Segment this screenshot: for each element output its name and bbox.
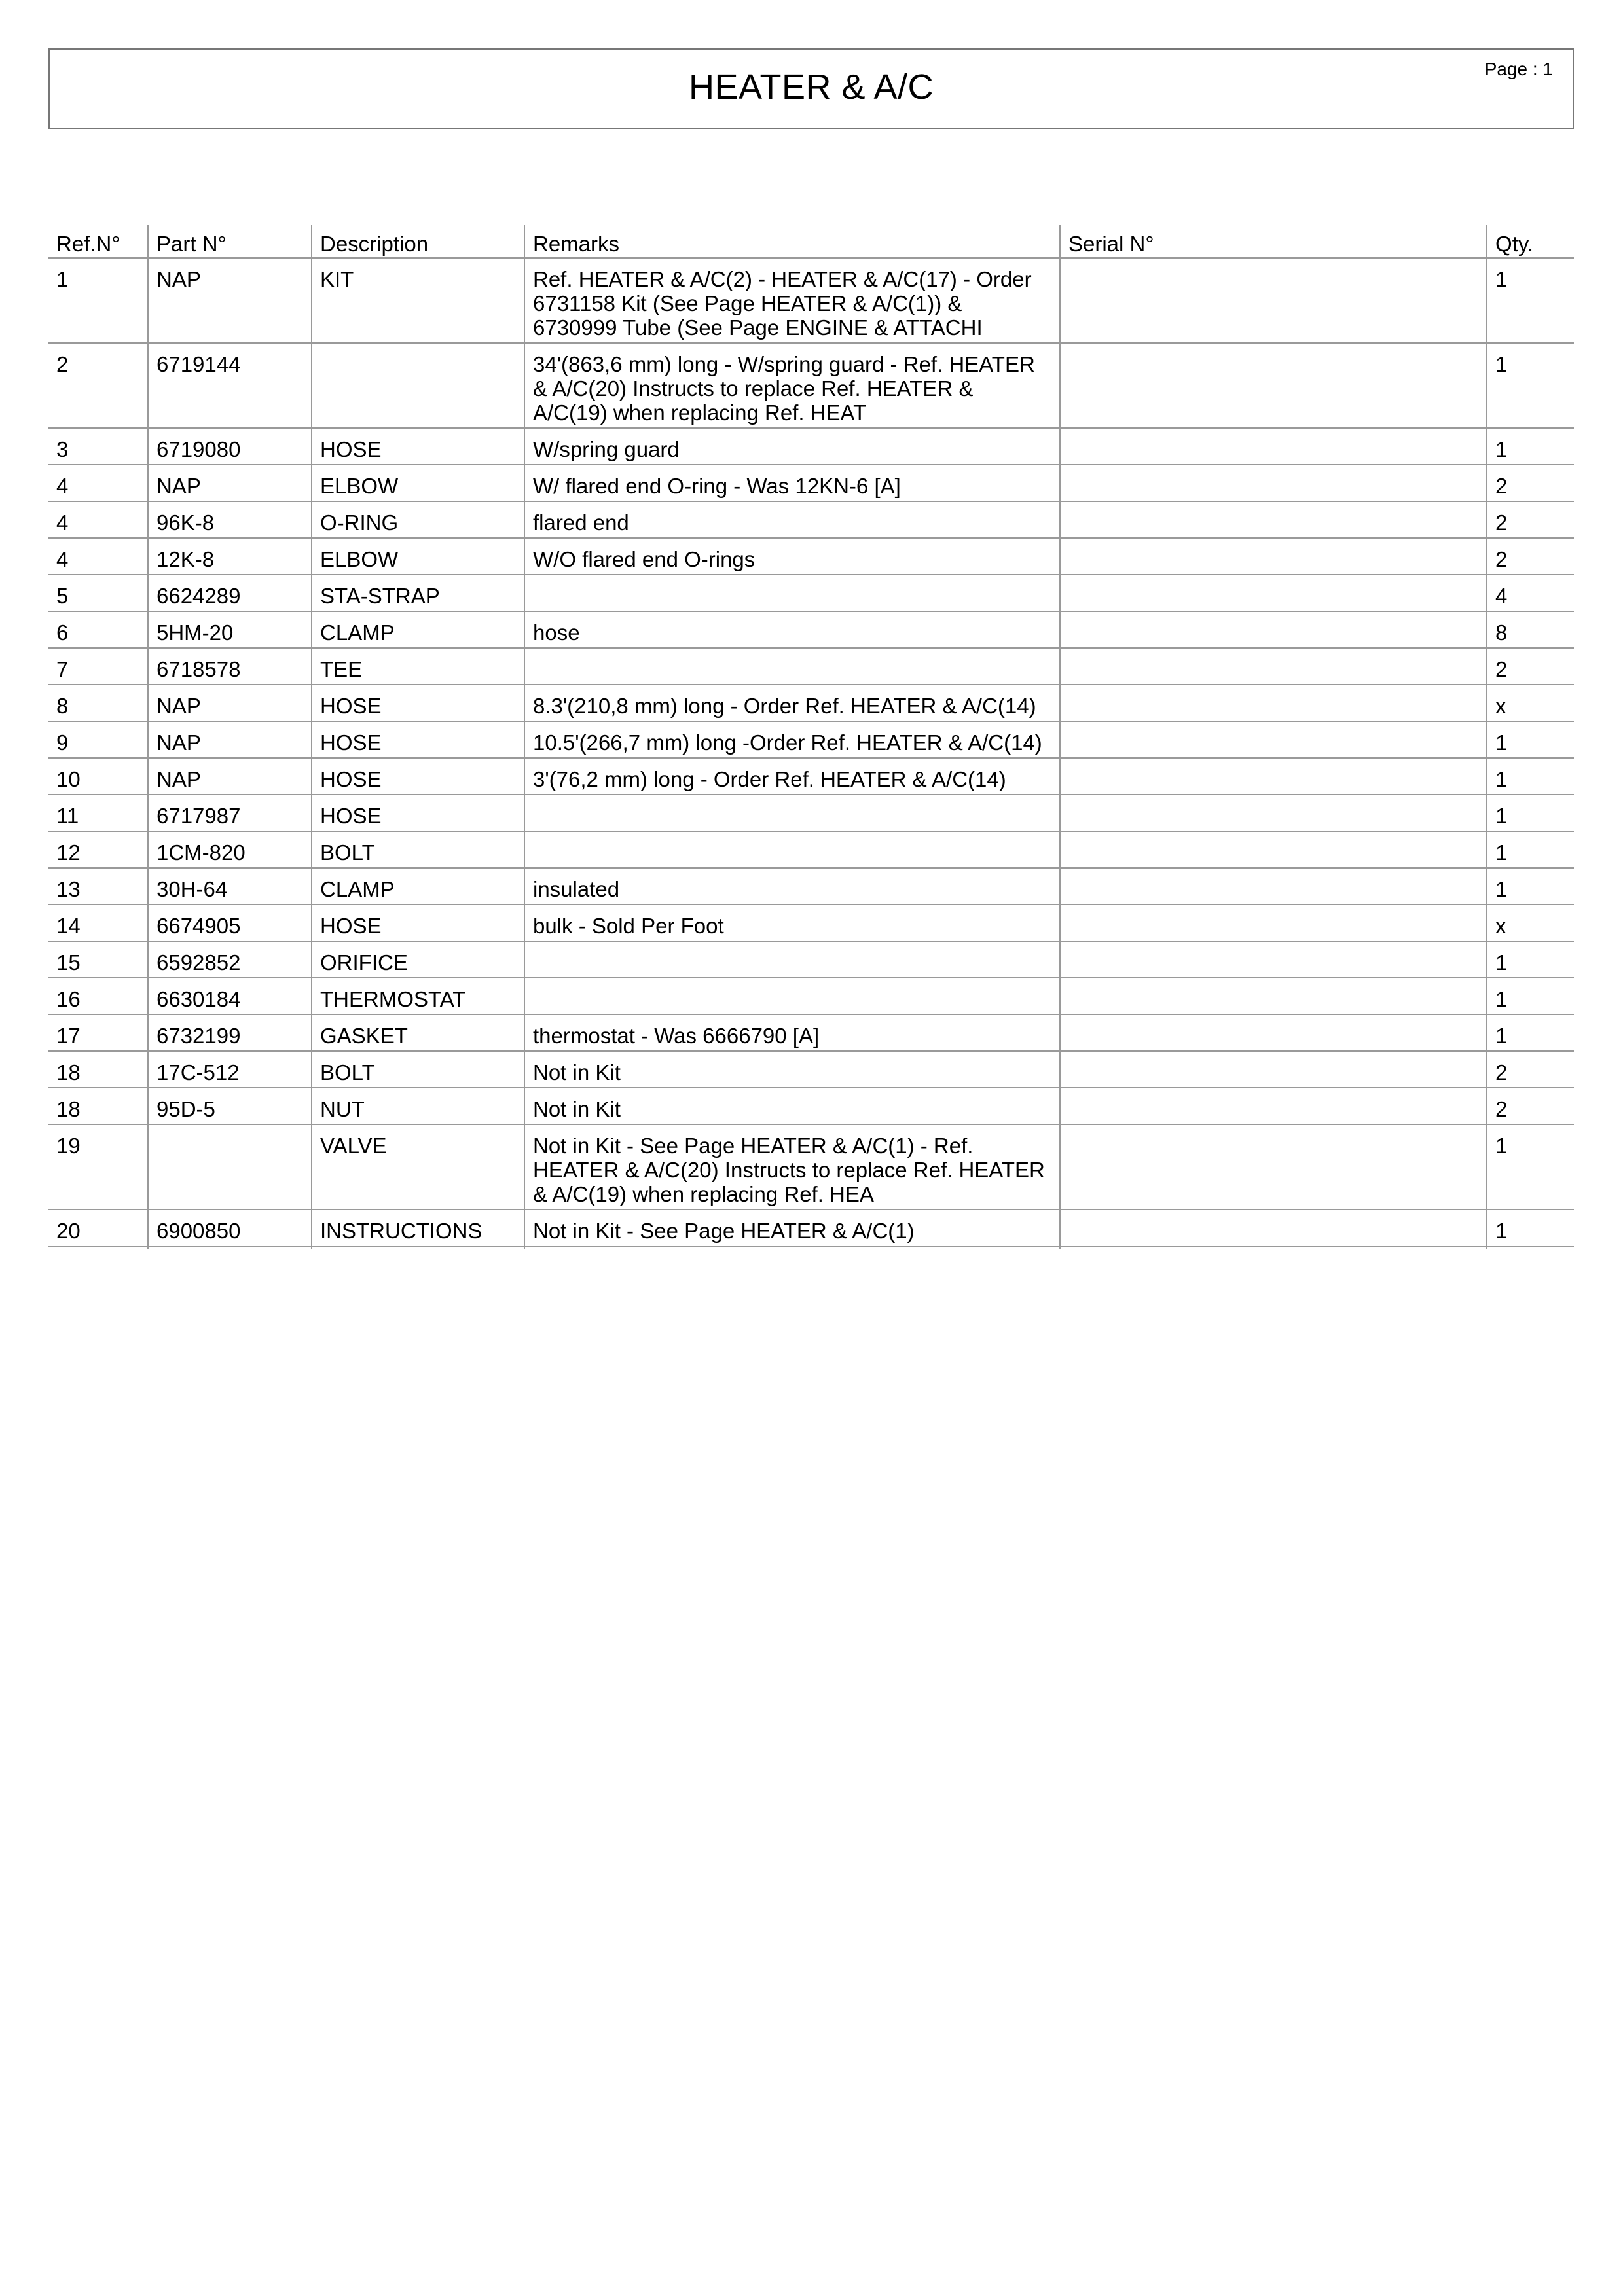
- part-number-cell: [148, 1124, 312, 1210]
- column-header-serial: Serial N°: [1060, 225, 1487, 258]
- description-cell: KIT: [312, 258, 524, 343]
- table-row: [48, 685, 1574, 721]
- column-header-description: Description: [312, 225, 524, 258]
- remarks-cell: W/ flared end O-ring - Was 12KN-6 [A]: [524, 465, 1060, 501]
- table-row: [48, 1210, 1574, 1246]
- remarks-cell: [524, 575, 1060, 611]
- description-cell: HOSE: [312, 795, 524, 831]
- qty-cell: 1: [1487, 258, 1574, 343]
- remarks-cell: 34'(863,6 mm) long - W/spring guard - Ref. HEATER & A/C(20) Instructs to replace Ref. HEATER & A/C(19) when replacing Ref. HEAT: [524, 343, 1060, 428]
- remarks-cell: thermostat - Was 6666790 [A]: [524, 1014, 1060, 1051]
- description-cell: HOSE: [312, 428, 524, 465]
- table-row: [48, 868, 1574, 905]
- ref-cell: 20: [48, 1210, 148, 1246]
- serial-cell: [1060, 905, 1487, 941]
- description-cell: CLAMP: [312, 611, 524, 648]
- qty-cell: x: [1487, 685, 1574, 721]
- qty-cell: 1: [1487, 721, 1574, 758]
- remarks-cell: W/O flared end O-rings: [524, 538, 1060, 575]
- qty-cell: 4: [1487, 575, 1574, 611]
- qty-cell: 1: [1487, 1014, 1574, 1051]
- description-cell: BOLT: [312, 1051, 524, 1088]
- ref-cell: 14: [48, 905, 148, 941]
- ref-cell: 4: [48, 465, 148, 501]
- table-row: [48, 758, 1574, 795]
- description-cell: [312, 343, 524, 428]
- spacer-cell: [148, 1246, 312, 1249]
- serial-cell: [1060, 538, 1487, 575]
- table-row: [48, 978, 1574, 1014]
- part-number-cell: NAP: [148, 758, 312, 795]
- part-number-cell: 6674905: [148, 905, 312, 941]
- remarks-cell: 3'(76,2 mm) long - Order Ref. HEATER & A/C(14): [524, 758, 1060, 795]
- qty-cell: 8: [1487, 611, 1574, 648]
- part-number-cell: 5HM-20: [148, 611, 312, 648]
- qty-cell: 1: [1487, 941, 1574, 978]
- table-row: [48, 1051, 1574, 1088]
- part-number-cell: 6719144: [148, 343, 312, 428]
- part-number-cell: 6717987: [148, 795, 312, 831]
- page-title: HEATER & A/C: [688, 67, 934, 107]
- qty-cell: 2: [1487, 1088, 1574, 1124]
- description-cell: HOSE: [312, 721, 524, 758]
- qty-cell: 1: [1487, 868, 1574, 905]
- table-row: [48, 258, 1574, 343]
- part-number-cell: 95D-5: [148, 1088, 312, 1124]
- ref-cell: 19: [48, 1124, 148, 1210]
- part-number-cell: 17C-512: [148, 1051, 312, 1088]
- table-header-row: [48, 225, 1574, 258]
- qty-cell: 1: [1487, 978, 1574, 1014]
- part-number-cell: 6732199: [148, 1014, 312, 1051]
- part-number-cell: 6719080: [148, 428, 312, 465]
- qty-cell: 2: [1487, 538, 1574, 575]
- ref-cell: 4: [48, 501, 148, 538]
- ref-cell: 3: [48, 428, 148, 465]
- page-header: [48, 48, 1574, 129]
- ref-cell: 11: [48, 795, 148, 831]
- remarks-cell: Ref. HEATER & A/C(2) - HEATER & A/C(17) - Order 6731158 Kit (See Page HEATER & A/C(1)) & 6730999 Tube (See Page ENGINE & ATTACHI: [524, 258, 1060, 343]
- column-header-remarks: Remarks: [524, 225, 1060, 258]
- remarks-cell: insulated: [524, 868, 1060, 905]
- spacer-cell: [312, 1246, 524, 1249]
- serial-cell: [1060, 465, 1487, 501]
- qty-cell: 2: [1487, 1051, 1574, 1088]
- description-cell: CLAMP: [312, 868, 524, 905]
- remarks-cell: Not in Kit - See Page HEATER & A/C(1): [524, 1210, 1060, 1246]
- part-number-cell: 12K-8: [148, 538, 312, 575]
- ref-cell: 5: [48, 575, 148, 611]
- serial-cell: [1060, 343, 1487, 428]
- table-row: [48, 575, 1574, 611]
- remarks-cell: Not in Kit - See Page HEATER & A/C(1) - Ref. HEATER & A/C(20) Instructs to replace Ref. HEATER & A/C(19) when replacing Ref. HEA: [524, 1124, 1060, 1210]
- table-row: [48, 343, 1574, 428]
- ref-cell: 8: [48, 685, 148, 721]
- description-cell: GASKET: [312, 1014, 524, 1051]
- part-number-cell: 6592852: [148, 941, 312, 978]
- ref-cell: 17: [48, 1014, 148, 1051]
- qty-cell: 1: [1487, 758, 1574, 795]
- description-cell: THERMOSTAT: [312, 978, 524, 1014]
- qty-cell: x: [1487, 905, 1574, 941]
- remarks-cell: W/spring guard: [524, 428, 1060, 465]
- spacer-cell: [48, 1246, 148, 1249]
- serial-cell: [1060, 258, 1487, 343]
- table-row: [48, 501, 1574, 538]
- qty-cell: 1: [1487, 795, 1574, 831]
- serial-cell: [1060, 501, 1487, 538]
- table-row: [48, 721, 1574, 758]
- table-row: [48, 465, 1574, 501]
- remarks-cell: Not in Kit: [524, 1088, 1060, 1124]
- description-cell: HOSE: [312, 685, 524, 721]
- serial-cell: [1060, 721, 1487, 758]
- table-row: [48, 648, 1574, 685]
- table-row: [48, 905, 1574, 941]
- remarks-cell: bulk - Sold Per Foot: [524, 905, 1060, 941]
- table-row: [48, 1088, 1574, 1124]
- remarks-cell: 10.5'(266,7 mm) long -Order Ref. HEATER & A/C(14): [524, 721, 1060, 758]
- spacer-cell: [1487, 1246, 1574, 1249]
- column-header-ref: Ref.N°: [48, 225, 148, 258]
- serial-cell: [1060, 1210, 1487, 1246]
- part-number-cell: NAP: [148, 685, 312, 721]
- description-cell: ELBOW: [312, 538, 524, 575]
- remarks-cell: 8.3'(210,8 mm) long - Order Ref. HEATER & A/C(14): [524, 685, 1060, 721]
- description-cell: STA-STRAP: [312, 575, 524, 611]
- ref-cell: 10: [48, 758, 148, 795]
- description-cell: BOLT: [312, 831, 524, 868]
- description-cell: ORIFICE: [312, 941, 524, 978]
- serial-cell: [1060, 1088, 1487, 1124]
- ref-cell: 2: [48, 343, 148, 428]
- table-row: [48, 941, 1574, 978]
- serial-cell: [1060, 1124, 1487, 1210]
- part-number-cell: 6718578: [148, 648, 312, 685]
- serial-cell: [1060, 831, 1487, 868]
- table-row: [48, 1124, 1574, 1210]
- part-number-cell: 96K-8: [148, 501, 312, 538]
- table-row: [48, 1014, 1574, 1051]
- serial-cell: [1060, 758, 1487, 795]
- remarks-cell: [524, 831, 1060, 868]
- part-number-cell: 6624289: [148, 575, 312, 611]
- table-row: [48, 795, 1574, 831]
- ref-cell: 1: [48, 258, 148, 343]
- ref-cell: 18: [48, 1088, 148, 1124]
- qty-cell: 2: [1487, 465, 1574, 501]
- part-number-cell: NAP: [148, 258, 312, 343]
- serial-cell: [1060, 611, 1487, 648]
- part-number-cell: NAP: [148, 465, 312, 501]
- ref-cell: 6: [48, 611, 148, 648]
- qty-cell: 1: [1487, 831, 1574, 868]
- remarks-cell: flared end: [524, 501, 1060, 538]
- description-cell: TEE: [312, 648, 524, 685]
- ref-cell: 13: [48, 868, 148, 905]
- spacer-cell: [1060, 1246, 1487, 1249]
- ref-cell: 18: [48, 1051, 148, 1088]
- remarks-cell: hose: [524, 611, 1060, 648]
- description-cell: HOSE: [312, 758, 524, 795]
- serial-cell: [1060, 685, 1487, 721]
- part-number-cell: NAP: [148, 721, 312, 758]
- table-body: [48, 258, 1574, 1249]
- remarks-cell: [524, 648, 1060, 685]
- part-number-cell: 1CM-820: [148, 831, 312, 868]
- serial-cell: [1060, 428, 1487, 465]
- description-cell: NUT: [312, 1088, 524, 1124]
- description-cell: ELBOW: [312, 465, 524, 501]
- table-bottom-spacer: [48, 1246, 1574, 1249]
- ref-cell: 15: [48, 941, 148, 978]
- serial-cell: [1060, 978, 1487, 1014]
- remarks-cell: [524, 978, 1060, 1014]
- ref-cell: 4: [48, 538, 148, 575]
- qty-cell: 2: [1487, 648, 1574, 685]
- page-number: Page : 1: [1484, 59, 1553, 79]
- serial-cell: [1060, 648, 1487, 685]
- ref-cell: 16: [48, 978, 148, 1014]
- part-number-cell: 6630184: [148, 978, 312, 1014]
- qty-cell: 1: [1487, 1124, 1574, 1210]
- serial-cell: [1060, 1014, 1487, 1051]
- remarks-cell: [524, 795, 1060, 831]
- ref-cell: 7: [48, 648, 148, 685]
- serial-cell: [1060, 1051, 1487, 1088]
- table-row: [48, 428, 1574, 465]
- remarks-cell: Not in Kit: [524, 1051, 1060, 1088]
- serial-cell: [1060, 868, 1487, 905]
- qty-cell: 1: [1487, 1210, 1574, 1246]
- description-cell: INSTRUCTIONS: [312, 1210, 524, 1246]
- table-row: [48, 611, 1574, 648]
- column-header-part: Part N°: [148, 225, 312, 258]
- serial-cell: [1060, 795, 1487, 831]
- description-cell: O-RING: [312, 501, 524, 538]
- part-number-cell: 30H-64: [148, 868, 312, 905]
- spacer-cell: [524, 1246, 1060, 1249]
- ref-cell: 12: [48, 831, 148, 868]
- qty-cell: 2: [1487, 501, 1574, 538]
- parts-table: [48, 225, 1574, 1249]
- description-cell: VALVE: [312, 1124, 524, 1210]
- qty-cell: 1: [1487, 343, 1574, 428]
- qty-cell: 1: [1487, 428, 1574, 465]
- table-row: [48, 538, 1574, 575]
- ref-cell: 9: [48, 721, 148, 758]
- serial-cell: [1060, 941, 1487, 978]
- column-header-qty: Qty.: [1487, 225, 1574, 258]
- remarks-cell: [524, 941, 1060, 978]
- description-cell: HOSE: [312, 905, 524, 941]
- serial-cell: [1060, 575, 1487, 611]
- table-row: [48, 831, 1574, 868]
- part-number-cell: 6900850: [148, 1210, 312, 1246]
